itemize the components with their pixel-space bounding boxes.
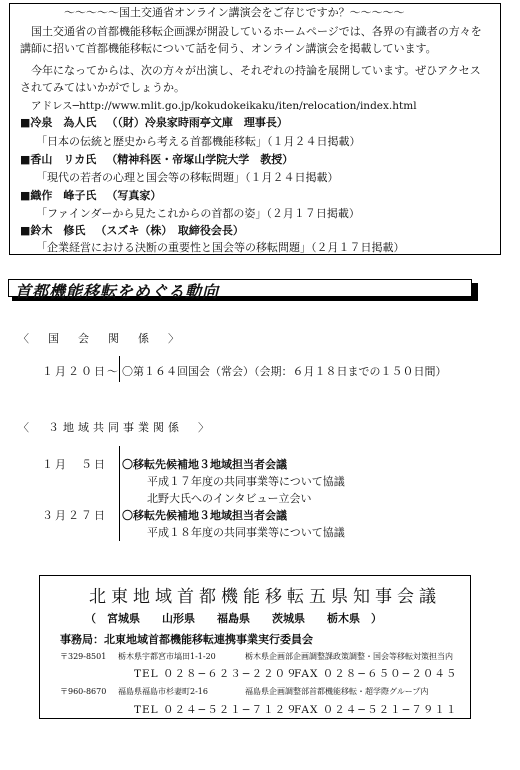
event-date: ３月２７日 xyxy=(42,509,107,522)
speaker-talk-title: 「日本の伝統と歴史から考える首都機能移転」（１月２４日掲載） xyxy=(36,135,361,148)
bullet-square-icon: ■ xyxy=(20,224,31,237)
speaker-talk-title: 「ファインダーから見たこれからの首都の姿」（２月１７日掲載） xyxy=(36,207,360,220)
office2-fax: FAX ０２４−５２１−７９１１ xyxy=(294,704,458,716)
bullet-square-icon: ■ xyxy=(20,153,31,166)
bullet-square-icon: ■ xyxy=(20,116,31,129)
notice-heading: 〜〜〜〜〜国土交通省オンライン講演会をご存じですか？〜〜〜〜〜 xyxy=(64,6,405,19)
speaker-name: 冷泉 為人氏 xyxy=(30,116,97,129)
office1-fax: FAX ０２８−６５０−２０４５ xyxy=(294,668,458,680)
lecture-site-address[interactable]: アドレス─http://www.mlit.go.jp/kokudokeikaku/iten/relocation/index.html xyxy=(31,100,417,112)
office2-department: 福島県企画調整部首都機能移転・超学際グループ内 xyxy=(245,687,429,696)
secretariat: 事務局：北東地域首都機能移転連携事業実行委員会 xyxy=(60,633,313,646)
timeline-divider xyxy=(119,356,120,382)
banner-frame xyxy=(8,279,472,301)
notice-paragraph-2-line-2: されてみてはいかがでしょうか。 xyxy=(20,81,185,94)
office2-telephone: TEL ０２４−５２１−７１２９ xyxy=(134,704,298,716)
member-prefectures: （ 宮城県 山形県 福島県 茨城県 栃木県 ） xyxy=(85,612,382,625)
office2-address: 福島県福島市杉妻町2-16 xyxy=(118,687,208,696)
event-description: 〇移転先候補地３地域担当者会議 xyxy=(122,509,287,522)
speaker-affiliation: （写真家） xyxy=(106,189,162,202)
section-title: 首都機能移転をめぐる動向 xyxy=(15,282,220,301)
notice-paragraph-1-line-2: 講師に招いて首都機能移転について話を伺う、オンライン講演会を掲載しています。 xyxy=(20,42,437,55)
event-detail: 平成１８年度の共同事業等について協議 xyxy=(147,526,345,539)
council-title: 北東地域首都機能移転五県知事会議 xyxy=(89,587,441,607)
office1-postal-code: 〒329-8501 xyxy=(60,652,107,661)
speaker-entry xyxy=(20,116,288,130)
speaker-talk-title: 「現代の若者の心理と国会等の移転問題」（１月２４日掲載） xyxy=(36,171,339,184)
event-date: １月２０日〜 xyxy=(42,365,120,378)
notice-paragraph-2-line-1: 今年になってからは、次の方々が出演し、それぞれの持論を展開しています。ぜひアクセス xyxy=(31,64,481,77)
diet-section-heading: 〈 国 会 関 係 〉 xyxy=(18,332,183,345)
notice-paragraph-1-line-1: 国土交通省の首都機能移転企画課が開設しているホームページでは、各界の有識者の方々を xyxy=(31,25,482,38)
speaker-entry xyxy=(20,153,293,167)
event-detail: 平成１７年度の共同事業等について協議 xyxy=(147,475,345,488)
speaker-affiliation: （（財）冷泉家時雨亭文庫 理事長） xyxy=(106,116,288,129)
section-banner xyxy=(8,279,478,301)
office1-department: 栃木県企画部企画調整課政策調整・国会等移転対策担当内 xyxy=(245,652,453,661)
speaker-entry xyxy=(20,224,244,238)
speaker-affiliation: （スズキ（株） 取締役会長） xyxy=(95,224,244,237)
timeline-divider xyxy=(119,446,120,541)
event-description: 〇移転先候補地３地域担当者会議 xyxy=(122,458,287,471)
bullet-square-icon: ■ xyxy=(20,189,31,202)
office2-postal-code: 〒960-8670 xyxy=(60,687,107,696)
event-date: １月 ５日 xyxy=(42,458,107,471)
joint-project-section-heading: 〈 ３地域共同事業関係 〉 xyxy=(18,421,213,434)
speaker-name: 鈴木 修氏 xyxy=(30,224,86,237)
speaker-affiliation: （精神科医・帝塚山学院大学 教授） xyxy=(106,153,294,166)
speaker-name: 香山 リカ氏 xyxy=(30,153,97,166)
speaker-talk-title: 「企業経営における決断の重要性と国会等の移転問題」（２月１７日掲載） xyxy=(36,241,405,254)
speaker-name: 織作 峰子氏 xyxy=(30,189,97,202)
speaker-entry xyxy=(20,189,161,203)
office1-telephone: TEL ０２８−６２３−２２０９ xyxy=(134,668,298,680)
event-description: 〇第１６４回国会（常会）（会期：６月１８日までの１５０日間） xyxy=(122,365,447,378)
event-detail: 北野大氏へのインタビュー立会い xyxy=(147,492,312,505)
office1-address: 栃木県宇都宮市塙田1-1-20 xyxy=(118,652,216,661)
